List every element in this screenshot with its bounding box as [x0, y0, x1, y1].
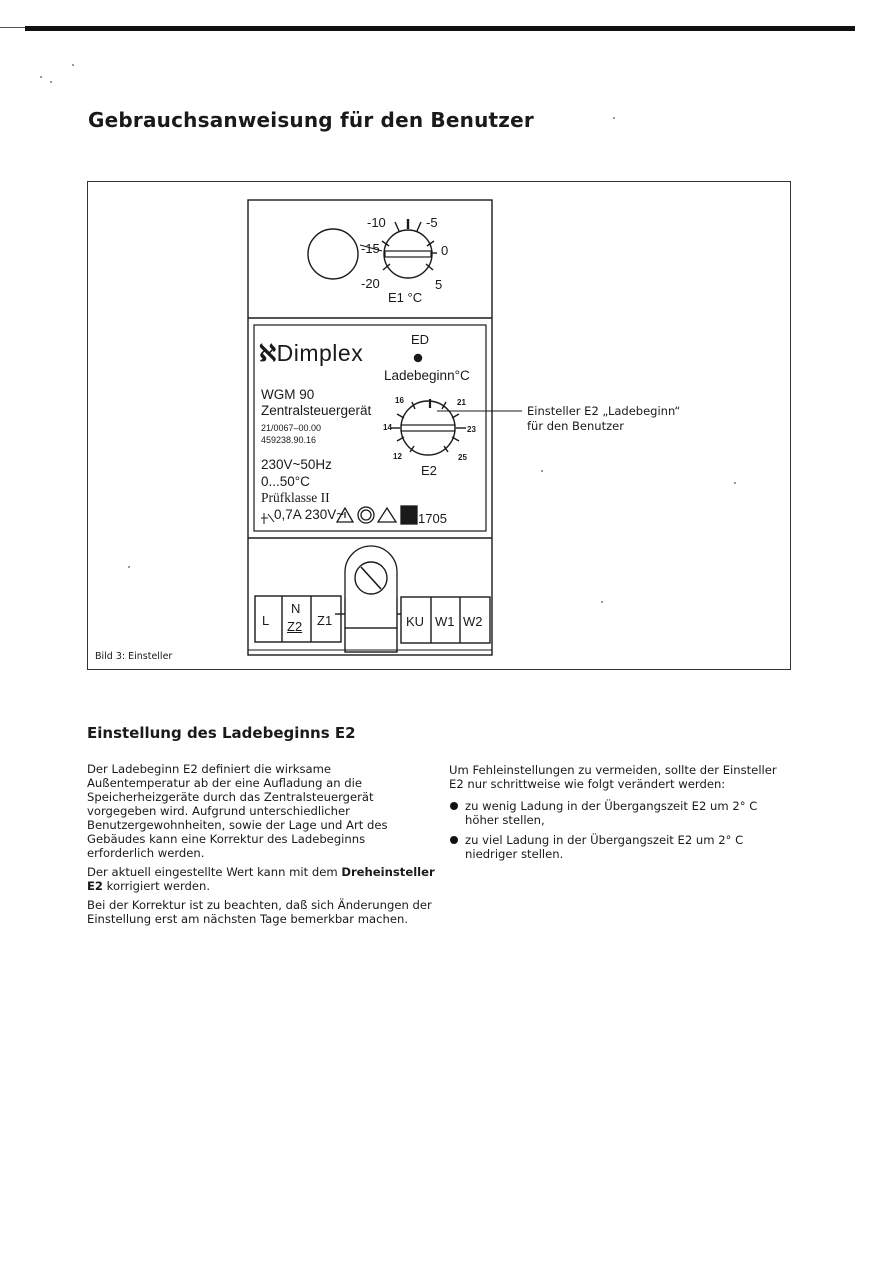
intro-paragraph: Um Fehleinstellungen zu vermeiden, sollte der Einsteller E2 nur schrittweise wie folgt verändert werden:	[449, 763, 777, 791]
list-item	[449, 833, 794, 861]
terminal-n: N	[291, 601, 301, 616]
e2-tick-23: 23	[467, 425, 476, 434]
code2-label: 459238.90.16	[261, 435, 317, 445]
scan-speck	[613, 117, 615, 119]
adjustment-list	[449, 799, 794, 861]
brand-name: Dimplex	[276, 340, 364, 366]
terminal-w2: W2	[463, 614, 483, 629]
test-mark-icon	[401, 506, 417, 524]
terminal-w1: W1	[435, 614, 455, 629]
code1-label: 21/0067–00.00	[261, 423, 322, 433]
dimplex-logo	[259, 340, 363, 367]
e2-tick-21: 21	[457, 398, 466, 407]
e2-tick-25: 25	[458, 453, 467, 462]
e1-tick-0: 0	[441, 243, 449, 258]
list-item-text: zu wenig Ladung in der Übergangszeit E2 um 2° C höher stellen,	[465, 799, 758, 827]
scan-speck	[50, 81, 52, 83]
list-item-text: zu viel Ladung in der Übergangszeit E2 um 2° C niedriger stellen.	[465, 833, 744, 861]
paragraph-3: Bei der Korrektur ist zu beachten, daß sich Änderungen der Einstellung erst am nächsten Tage bemerkbar machen.	[87, 898, 432, 926]
rating-label: 0,7A 230V~	[274, 507, 345, 522]
power-label: 230V~50Hz	[261, 457, 332, 472]
e1-tick-m20: -20	[361, 276, 380, 291]
left-column	[87, 762, 435, 931]
scan-speck	[72, 64, 74, 66]
e2-tick-14: 14	[383, 423, 392, 432]
temp-range-label: 0...50°C	[261, 474, 310, 489]
dimplex-logo-icon: ℵ	[259, 340, 277, 366]
terminal-ku: KU	[406, 614, 425, 629]
e2-dial-label: E2	[421, 463, 437, 478]
page-title: Gebrauchsanweisung für den Benutzer	[88, 108, 534, 132]
scan-speck	[128, 566, 130, 568]
vde-mark-icon	[378, 508, 396, 522]
scan-speck	[601, 601, 603, 603]
ed-led-icon	[414, 354, 421, 361]
e1-tick-5: 5	[435, 277, 443, 292]
ladebeginn-label: Ladebeginn°C	[384, 368, 470, 383]
e2-dial	[401, 401, 455, 455]
approval-number: 1705	[418, 511, 447, 526]
class-label: Prüfklasse II	[261, 490, 330, 505]
right-column	[449, 763, 794, 867]
terminal-z2: Z2	[287, 619, 303, 634]
model-label: WGM 90	[261, 387, 315, 402]
e1-label: E1 °C	[388, 290, 423, 305]
callout-line-1: Einsteller E2 „Ladebeginn“	[527, 404, 681, 418]
e1-tick-m15: -15	[361, 241, 380, 256]
bullet-icon	[450, 802, 458, 810]
bullet-icon	[450, 836, 458, 844]
paragraph-2-text-a: Der aktuell eingestellte Wert kann mit dem	[87, 865, 342, 879]
e2-tick-16: 16	[395, 396, 404, 405]
figure-caption: Bild 3: Einsteller	[95, 651, 173, 662]
scan-speck	[541, 470, 543, 472]
e2-callout	[527, 404, 680, 434]
paragraph-2-bold: Dreheinsteller E2	[87, 865, 435, 893]
e2-tick-12: 12	[393, 452, 402, 461]
scan-speck	[40, 76, 42, 78]
e1-tick-m10: -10	[367, 215, 386, 230]
e1-tick-m5: -5	[426, 215, 438, 230]
terminal-l: L	[262, 613, 270, 628]
ed-label: ED	[411, 332, 430, 347]
paragraph-2-text-b: korrigiert werden.	[103, 879, 211, 893]
paragraph-2	[87, 865, 435, 893]
e1-dial	[384, 230, 432, 278]
type-label: Zentralsteuergerät	[261, 403, 372, 418]
section-title: Einstellung des Ladebeginns E2	[87, 724, 356, 742]
paragraph-1: Der Ladebeginn E2 definiert die wirksame Außentemperatur ab der eine Aufladung an die Speicherheizgeräte durch das Zentralsteuergerät vorgegeben wird. Aufgrund unterschiedlicher Benutzergewohnheiten, sowie der Lage und Art des Gebäudes kann eine Korrektur des Ladebeginns erforderlich werden.	[87, 762, 388, 860]
terminal-z1: Z1	[317, 613, 333, 628]
indicator-circle	[308, 229, 358, 279]
list-item	[449, 799, 794, 827]
callout-line-2: für den Benutzer	[527, 419, 624, 433]
scan-speck	[734, 482, 736, 484]
